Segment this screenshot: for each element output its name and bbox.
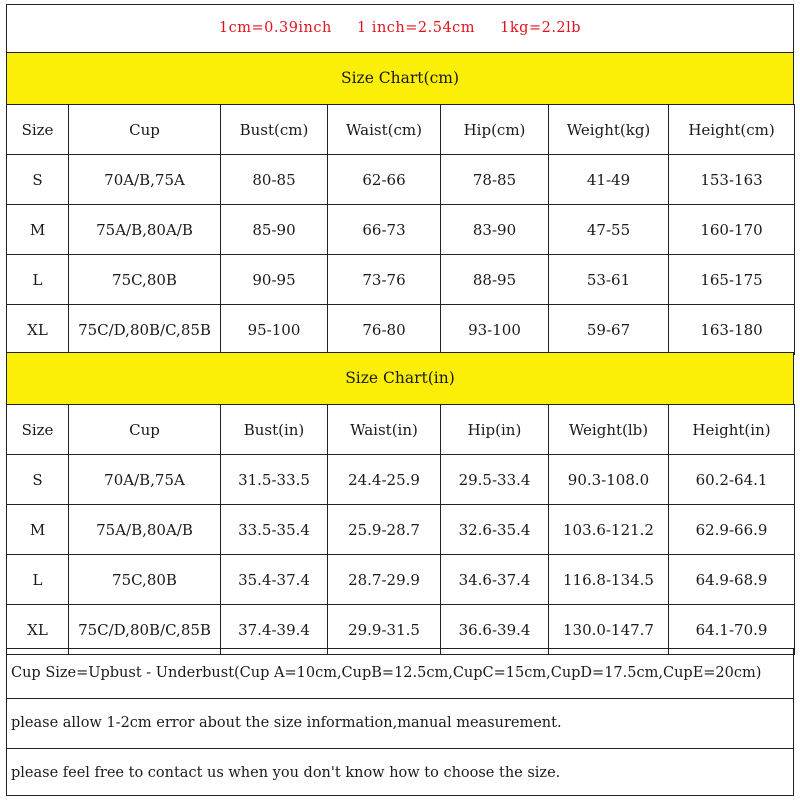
table-cell: 116.8-134.5 xyxy=(549,555,669,605)
table-cell: 130.0-147.7 xyxy=(549,605,669,655)
table-cell: 165-175 xyxy=(669,255,795,305)
header-cell: Waist(cm) xyxy=(328,105,441,155)
header-cell: Cup xyxy=(69,405,221,455)
table-cell: S xyxy=(7,455,69,505)
error-note: please allow 1-2cm error about the size information,manual measurement. xyxy=(6,698,794,748)
table-header-row xyxy=(7,105,795,155)
header-cell: Bust(in) xyxy=(221,405,328,455)
cm-to-inch-text: 1cm=0.39inch xyxy=(218,20,332,36)
table-cell: 29.9-31.5 xyxy=(328,605,441,655)
header-cell: Height(cm) xyxy=(669,105,795,155)
kg-to-lb-text: 1kg=2.2lb xyxy=(500,20,582,36)
header-cell: Cup xyxy=(69,105,221,155)
inch-to-cm-text: 1 inch=2.54cm xyxy=(356,20,476,36)
table-row xyxy=(7,305,795,355)
table-cell: 31.5-33.5 xyxy=(221,455,328,505)
cup-size-note: Cup Size=Upbust - Underbust(Cup A=10cm,CupB=12.5cm,CupC=15cm,CupD=17.5cm,CupE=20cm) xyxy=(6,648,794,698)
table-cell: 28.7-29.9 xyxy=(328,555,441,605)
table-cell: 25.9-28.7 xyxy=(328,505,441,555)
table-row xyxy=(7,555,795,605)
table-row xyxy=(7,455,795,505)
table-cell: 90.3-108.0 xyxy=(549,455,669,505)
table-cell: 59-67 xyxy=(549,305,669,355)
table-cell: 88-95 xyxy=(441,255,549,305)
table-cell: 83-90 xyxy=(441,205,549,255)
table-cell: 62.9-66.9 xyxy=(669,505,795,555)
table-cell: 70A/B,75A xyxy=(69,155,221,205)
table-cell: XL xyxy=(7,305,69,355)
table-cell: 35.4-37.4 xyxy=(221,555,328,605)
table-cell: L xyxy=(7,555,69,605)
table-cell: 85-90 xyxy=(221,205,328,255)
in-chart-title: Size Chart(in) xyxy=(6,352,794,404)
table-cell: 75A/B,80A/B xyxy=(69,205,221,255)
header-cell: Bust(cm) xyxy=(221,105,328,155)
header-cell: Size xyxy=(7,105,69,155)
table-cell: 36.6-39.4 xyxy=(441,605,549,655)
table-cell: 90-95 xyxy=(221,255,328,305)
table-cell: 93-100 xyxy=(441,305,549,355)
table-cell: M xyxy=(7,505,69,555)
cm-size-table xyxy=(6,104,795,355)
table-cell: 29.5-33.4 xyxy=(441,455,549,505)
table-header-row xyxy=(7,405,795,455)
table-cell: S xyxy=(7,155,69,205)
table-cell: 75A/B,80A/B xyxy=(69,505,221,555)
table-cell: L xyxy=(7,255,69,305)
table-cell: 76-80 xyxy=(328,305,441,355)
table-cell: M xyxy=(7,205,69,255)
table-cell: 33.5-35.4 xyxy=(221,505,328,555)
table-cell: XL xyxy=(7,605,69,655)
contact-note: please feel free to contact us when you don't know how to choose the size. xyxy=(6,748,794,796)
table-cell: 34.6-37.4 xyxy=(441,555,549,605)
in-size-table xyxy=(6,404,795,655)
table-cell: 64.1-70.9 xyxy=(669,605,795,655)
table-cell: 75C,80B xyxy=(69,555,221,605)
table-row xyxy=(7,255,795,305)
table-cell: 95-100 xyxy=(221,305,328,355)
table-cell: 80-85 xyxy=(221,155,328,205)
header-cell: Hip(cm) xyxy=(441,105,549,155)
table-cell: 64.9-68.9 xyxy=(669,555,795,605)
table-row xyxy=(7,505,795,555)
table-cell: 70A/B,75A xyxy=(69,455,221,505)
table-cell: 103.6-121.2 xyxy=(549,505,669,555)
table-cell: 160-170 xyxy=(669,205,795,255)
table-cell: 75C,80B xyxy=(69,255,221,305)
table-cell: 73-76 xyxy=(328,255,441,305)
table-cell: 66-73 xyxy=(328,205,441,255)
header-cell: Size xyxy=(7,405,69,455)
header-cell: Weight(kg) xyxy=(549,105,669,155)
header-cell: Height(in) xyxy=(669,405,795,455)
table-row xyxy=(7,605,795,655)
table-row xyxy=(7,155,795,205)
table-cell: 24.4-25.9 xyxy=(328,455,441,505)
table-cell: 53-61 xyxy=(549,255,669,305)
table-cell: 163-180 xyxy=(669,305,795,355)
table-cell: 47-55 xyxy=(549,205,669,255)
table-cell: 153-163 xyxy=(669,155,795,205)
table-cell: 41-49 xyxy=(549,155,669,205)
table-cell: 62-66 xyxy=(328,155,441,205)
table-row xyxy=(7,205,795,255)
table-cell: 75C/D,80B/C,85B xyxy=(69,305,221,355)
table-cell: 75C/D,80B/C,85B xyxy=(69,605,221,655)
table-cell: 37.4-39.4 xyxy=(221,605,328,655)
cm-chart-title: Size Chart(cm) xyxy=(6,52,794,104)
table-cell: 60.2-64.1 xyxy=(669,455,795,505)
table-cell: 78-85 xyxy=(441,155,549,205)
header-cell: Weight(lb) xyxy=(549,405,669,455)
header-cell: Waist(in) xyxy=(328,405,441,455)
table-cell: 32.6-35.4 xyxy=(441,505,549,555)
unit-conversion-bar xyxy=(6,4,794,52)
header-cell: Hip(in) xyxy=(441,405,549,455)
